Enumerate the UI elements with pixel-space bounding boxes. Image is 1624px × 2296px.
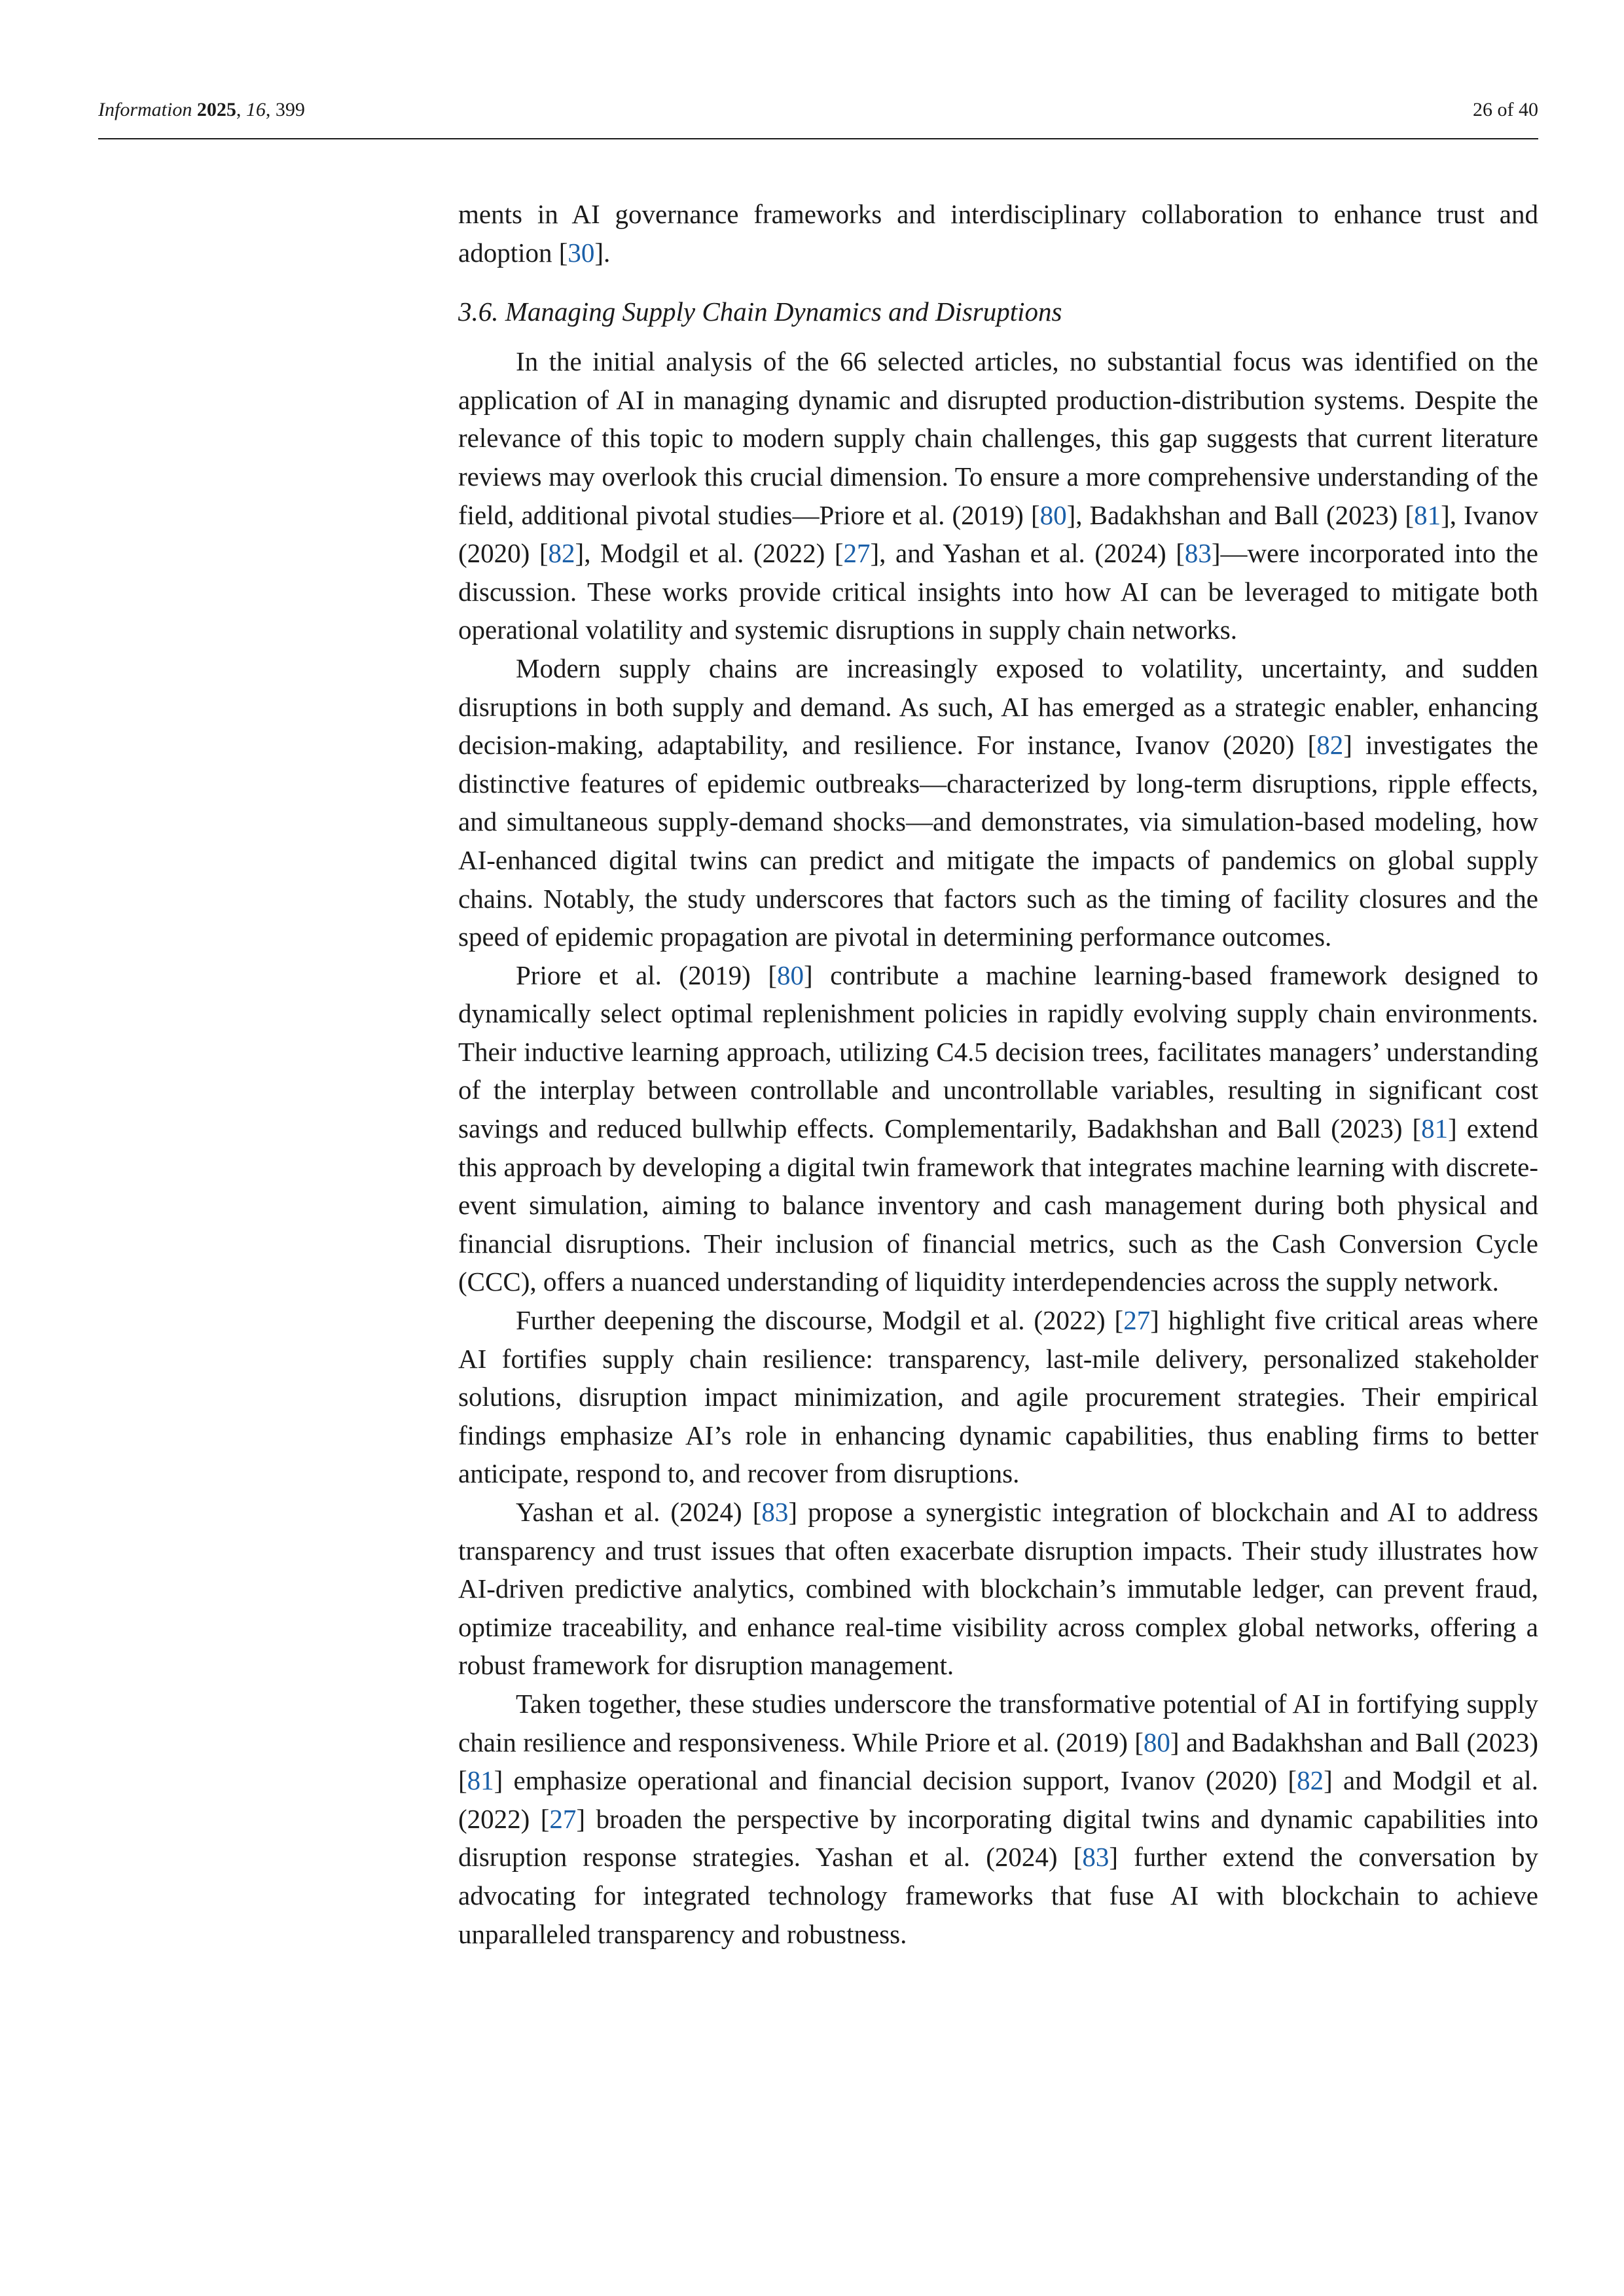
citation-link[interactable]: 82 — [1316, 730, 1344, 761]
citation-link[interactable]: 81 — [467, 1765, 494, 1796]
citation-link[interactable]: 80 — [1143, 1727, 1170, 1757]
journal-name: Information — [98, 99, 192, 120]
article-body — [458, 195, 1538, 1953]
paragraph: In the initial analysis of the 66 selected articles, no substantial focus was identified on the application of AI in managing dynamic and disrupted production-distribution systems. Despite the relevance of this topic to modern supply chain challenges, this gap suggests that current literature reviews may overlook this crucial dimension. To ensure a more comprehensive understanding of the field, additional pivotal studies—Priore et al. (2019) [80], Badakhshan and Ball (2023) [81], Ivanov (2020) [82], Modgil et al. (2022) [27], and Yashan et al. (2024) [83]—were incorporated into the discussion. These works provide critical insights into how AI can be leveraged to mitigate both operational volatility and systemic disruptions in supply chain networks. — [458, 346, 1538, 645]
journal-year: 2025 — [196, 99, 236, 120]
paragraph: Taken together, these studies underscore the transformative potential of AI in fortifying supply chain resilience and responsiveness. While Priore et al. (2019) [80] and Badakhshan and Ball (2023) [81] emphasize operational and financial decision support, Ivanov (2020) [82] and Modgil et al. (2022) [27] broaden the perspective by incorporating digital twins and dynamic capabilities into disruption response strategies. Yashan et al. (2024) [83] further extend the conversation by advocating for integrated technology frameworks that fuse AI with blockchain to achieve unparalleled transparency and robustness. — [458, 1688, 1539, 1949]
paragraph: Yashan et al. (2024) [83] propose a synergistic integration of blockchain and AI to address transparency and trust issues that often exacerbate disruption impacts. Their study illustrates how AI-driven predictive analytics, combined with blockchain’s immutable ledger, can prevent fraud, optimize traceability, and enhance real-time visibility across complex global networks, offering a robust framework for disruption management. — [458, 1497, 1538, 1681]
citation-link[interactable]: 83 — [761, 1497, 789, 1527]
article-number: 399 — [275, 99, 305, 120]
journal-citation: Information 2025, 16, 399 — [98, 99, 305, 120]
journal-volume: 16 — [245, 99, 266, 120]
citation-link[interactable]: 30 — [568, 237, 595, 268]
section-number: 3.6. — [458, 296, 499, 327]
paragraph: Priore et al. (2019) [80] contribute a machine learning-based framework designed to dynamically select optimal replenishment policies in rapidly evolving supply chain environments. Their inductive learning approach, utilizing C4.5 decision trees, facilitates managers’ understanding of the interplay between controllable and uncontrollable variables, resulting in significant cost savings and reduced bullwhip effects. Complementarily, Badakhshan and Ball (2023) [81] extend this approach by developing a digital twin framework that integrates machine learning with discrete-event simulation, aiming to balance inventory and cash management during both physical and financial disruptions. Their inclusion of financial metrics, such as the Cash Conversion Cycle (CCC), offers a nuanced understanding of liquidity interdependencies across the supply network. — [458, 960, 1538, 1297]
citation-link[interactable]: 27 — [843, 538, 871, 569]
citation-link[interactable]: 27 — [1123, 1305, 1151, 1336]
paragraph: Further deepening the discourse, Modgil et al. (2022) [27] highlight five critical areas where AI fortifies supply chain resilience: transparency, last-mile delivery, personalized stakeholder solutions, disruption impact minimization, and agile procurement strategies. Their empirical findings emphasize AI’s role in enhancing dynamic capabilities, thus enabling firms to better anticipate, respond to, and recover from disruptions. — [458, 1305, 1538, 1489]
running-header — [98, 92, 1538, 128]
citation-link[interactable]: 80 — [777, 960, 804, 990]
section-title: Managing Supply Chain Dynamics and Disruptions — [505, 296, 1062, 327]
citation-link[interactable]: 80 — [1039, 499, 1067, 530]
citation-link[interactable]: 82 — [1297, 1765, 1324, 1796]
citation-link[interactable]: 83 — [1184, 538, 1212, 569]
section-heading — [458, 293, 1538, 331]
citation-link[interactable]: 82 — [548, 538, 575, 569]
header-rule — [98, 138, 1538, 139]
page-number: 26 of 40 — [1473, 99, 1538, 120]
citation-link[interactable]: 83 — [1082, 1842, 1110, 1873]
paragraph: Modern supply chains are increasingly exposed to volatility, uncertainty, and sudden disruptions in both supply and demand. As such, AI has emerged as a strategic enabler, enhancing decision-making, adaptability, and resilience. For instance, Ivanov (2020) [82] investigates the distinctive features of epidemic outbreaks—characterized by long-term disruptions, ripple effects, and simultaneous supply-demand shocks—and demonstrates, via simulation-based modeling, how AI-enhanced digital twins can predict and mitigate the impacts of pandemics on global supply chains. Notably, the study underscores that factors such as the timing of facility closures and the speed of epidemic propagation are pivotal in determining performance outcomes. — [458, 653, 1538, 952]
citation-link[interactable]: 81 — [1414, 499, 1441, 530]
paragraph: ments in AI governance frameworks and interdisciplinary collaboration to enhance trust and adoption [30]. — [458, 199, 1538, 268]
citation-link[interactable]: 27 — [549, 1803, 577, 1834]
citation-link[interactable]: 81 — [1421, 1113, 1449, 1144]
